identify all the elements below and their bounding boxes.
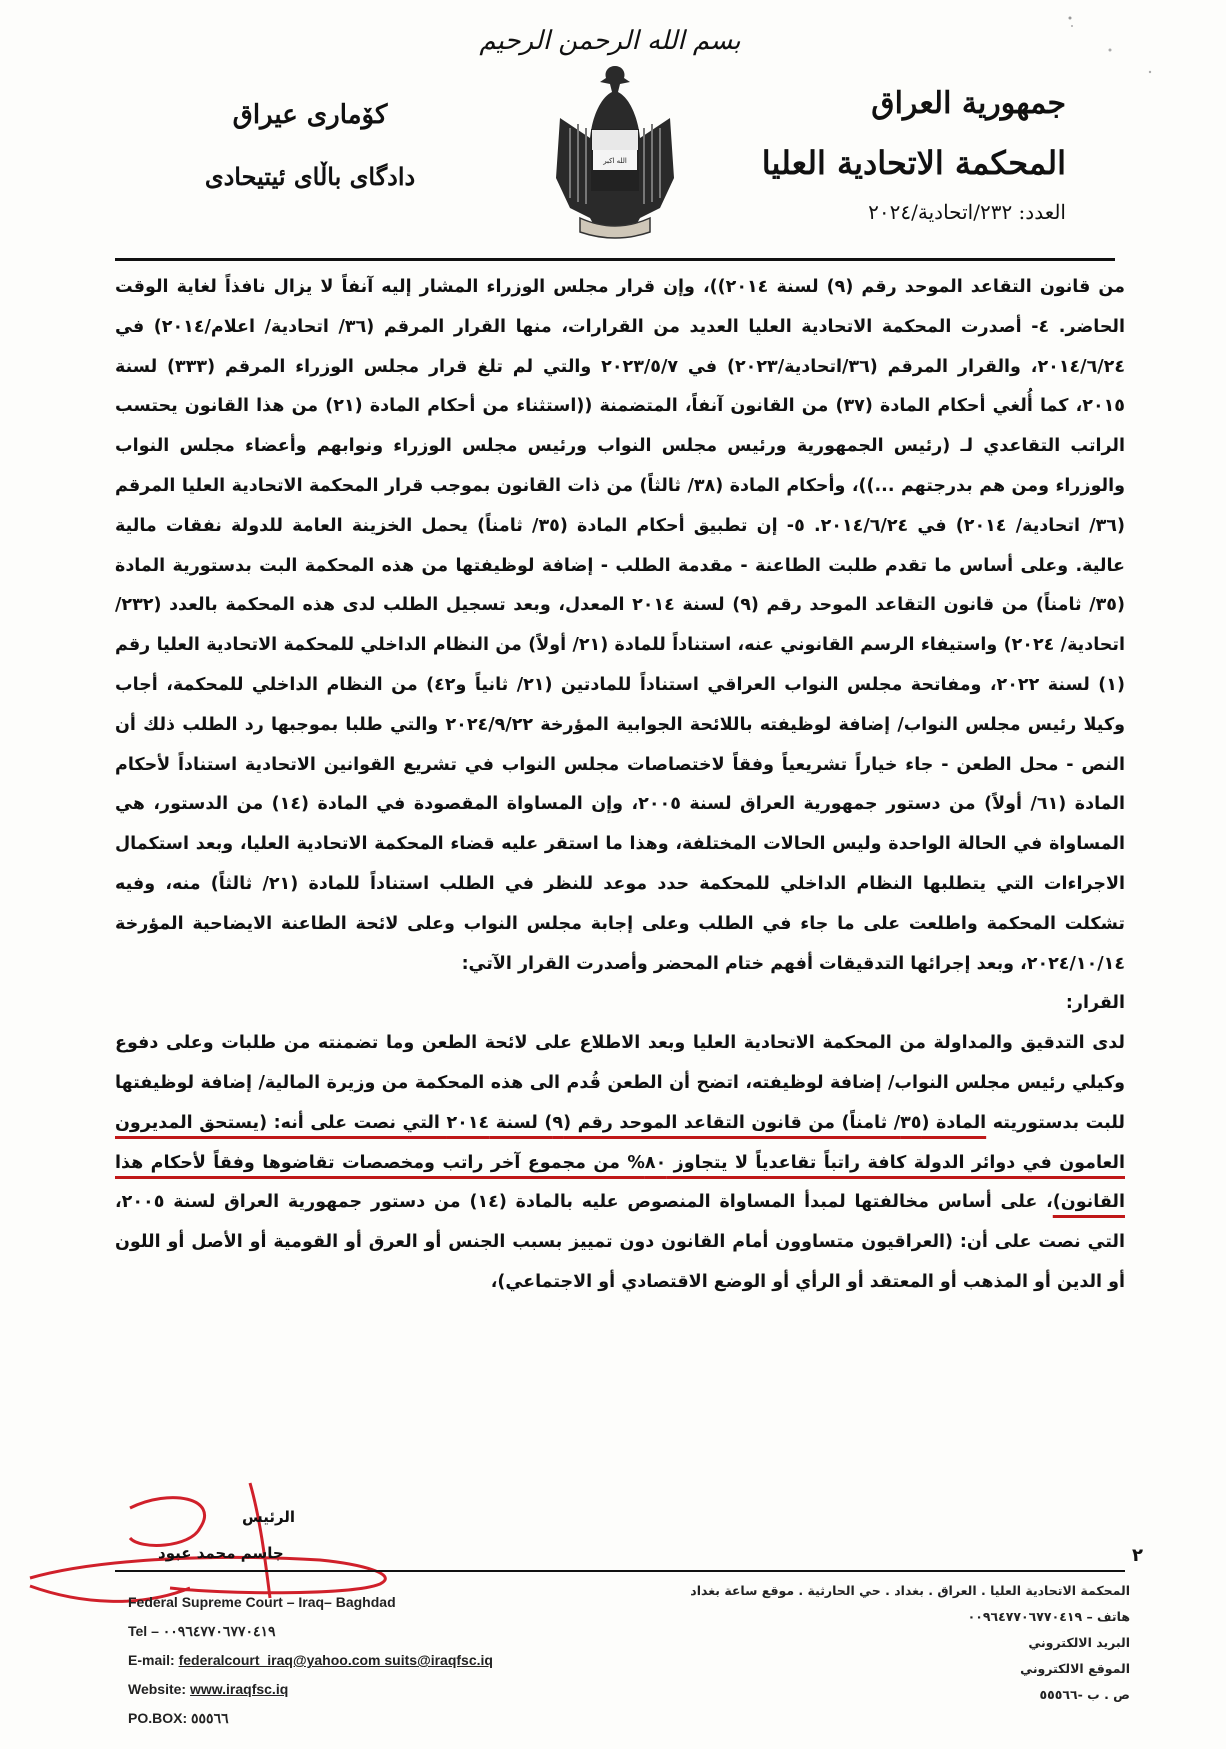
decision-text-end: ، على أساس مخالفتها لمبدأ المساواة المنصوص عليه بالمادة (١٤) من دستور جمهورية العراق لسنة ٢٠٠٥، التي نصت على أن: (العراقيون متساوون أمام القانون دون تمييز بسبب الجنس أو العرق أو القومية أو الأصل أو اللون أو الدين أو المذهب أو المعتقد أو الرأي أو الوضع الاقتصادي أو الاجتماعي)، <box>115 1192 1125 1292</box>
underlined-article-text: المادة (٣٥/ ثامناً) من قانون التقاعد الموحد رقم (٩) لسنة ٢٠١٤ التي نصت على أنه: (يستحق المديرون العامون في دوائر الدولة كافة راتباً تقاعدياً لا يتجاوز ٨٠% من مجموع آخر راتب ومخصصات تقاضوها وفقاً لأحكام هذا القانون) <box>115 1112 1125 1213</box>
footer-ar-website: الموقع الالكتروني <box>1020 1661 1130 1676</box>
header-country-kurdish: كۆمارى عيراق <box>232 100 388 130</box>
footer-email-link[interactable]: federalcourt_iraq@yahoo.com suits@iraqfsc.iq <box>178 1652 493 1668</box>
decision-paragraph <box>115 1024 1125 1303</box>
decision-text-start: لدى التدقيق والمداولة من المحكمة الاتحادية العليا وبعد الاطلاع على لائحة الطعن وما تضمنته من طلبات وعلى دفوع وكيلي رئيس مجلس النواب/ إضافة لوظيفته، اتضح أن الطعن قُدم الى هذه المحكمة من وزيرة المالية/ إضافة لوظيفتها للبت بدستوريته <box>115 1033 1126 1133</box>
footer-email-label: E-mail: <box>128 1652 175 1668</box>
header-divider <box>115 258 1115 261</box>
footer-contact-arabic <box>660 1578 1130 1708</box>
footer-website-label: Website: <box>128 1681 187 1697</box>
footer-ar-phone: هاتف – ٠٠٩٦٤٧٧٠٦٧٧٠٤١٩ <box>967 1609 1130 1624</box>
iraq-eagle-emblem <box>540 58 690 248</box>
footer-website-row <box>128 1675 628 1704</box>
footer-pobox: PO.BOX: ٥٥٥٦٦ <box>128 1710 229 1726</box>
signature-name: جاسم محمد عبود <box>158 1544 284 1562</box>
footer-website-link[interactable]: www.iraqfsc.iq <box>189 1681 289 1697</box>
signature-title: الرئيس <box>242 1508 296 1526</box>
body-paragraph: من قانون التقاعد الموحد رقم (٩) لسنة ٢٠١٤))، وإن قرار مجلس الوزراء المشار إليه آنفاً لا يزال نافذاً لغاية الوقت الحاضر. ٤- أصدرت المحكمة الاتحادية العليا العديد من القرارات، منها القرار المرقم (٣٦/ اتحادية/ اعلام/٢٠١٤) في ٢٠١٤/٦/٢٤، والقرار المرقم (٣٦/اتحادية/٢٠٢٣) في ٢٠٢٣/٥/٧ والتي لم تلغ قرار مجلس الوزراء المرقم (٣٣٣) لسنة ٢٠١٥، كما أُلغي أحكام المادة (٣٧) من القانون آنفاً، المتضمنة ((استثناء من أحكام المادة (٢١) من هذا القانون يحتسب الراتب التقاعدي لـ (رئيس الجمهورية ورئيس مجلس النواب ورئيس مجلس الوزراء ونوابهم وأعضاء مجلس النواب والوزراء ومن هم بدرجتهم ...))، وأحكام المادة (٣٨/ ثالثاً) من ذات القانون بموجب قرار المحكمة الاتحادية العليا المرقم (٣٦/ اتحادية/ ٢٠١٤) في ٢٠١٤/٦/٢٤. ٥- إن تطبيق أحكام المادة (٣٥/ ثامناً) يحمل الخزينة العامة للدولة نفقات مالية عالية. وعلى أساس ما تقدم طلبت الطاعنة - مقدمة الطلب - إضافة لوظيفتها من هذه المحكمة البت بدستورية المادة (٣٥/ ثامناً) من قانون التقاعد الموحد رقم (٩) لسنة ٢٠١٤ المعدل، وبعد تسجيل الطلب لدى هذه المحكمة بالعدد (٢٣٢/ اتحادية/ ٢٠٢٤) واستيفاء الرسم القانوني عنه، استناداً للمادة (٢١/ أولاً) من النظام الداخلي للمحكمة الاتحادية العليا رقم (١) لسنة ٢٠٢٢، ومفاتحة مجلس النواب العراقي استناداً للمادتين (٢١/ ثانياً و٤٢) من النظام الداخلي للمحكمة، أجاب وكيلا رئيس مجلس النواب/ إضافة لوظيفته باللائحة الجوابية المؤرخة ٢٠٢٤/٩/٢٢ والتي طلبا بموجبها رد الطلب ذلك أن النص - محل الطعن - جاء خياراً تشريعياً وفقاً لاختصاصات مجلس النواب في تشريع القوانين الاتحادية استناداً لأحكام المادة (٦١/ أولاً) من دستور جمهورية العراق لسنة ٢٠٠٥، وإن المساواة المقصودة في المادة (١٤) من الدستور، هي المساواة في الحالة الواحدة وليس الحالات المختلفة، وهذا ما استقر عليه قضاء المحكمة الاتحادية العليا، وبعد استكمال الاجراءات التي يتطلبها النظام الداخلي للمحكمة حدد موعد للنظر في الطلب استناداً للمادة (٢١/ ثالثاً) منه، وفيه تشكلت المحكمة واطلعت على ما جاء في الطلب وعلى إجابة مجلس النواب وعلى لائحة الطاعنة الايضاحية المؤرخة ٢٠٢٤/١٠/١٤، وبعد إجرائها التدقيقات أفهم ختام المحضر وأصدرت القرار الآتي: <box>115 277 1126 974</box>
header-court-name: المحكمة الاتحادية العليا <box>761 144 1066 182</box>
page-number: ٢ <box>1132 1545 1143 1566</box>
footer-ar-address: المحكمة الاتحادية العليا . العراق . بغداد . حي الحارثية . موقع ساعة بغداد <box>690 1583 1130 1598</box>
header-country: جمهورية العراق <box>871 86 1066 121</box>
footer-tel: Tel – ٠٠٩٦٤٧٧٠٦٧٧٠٤١٩ <box>128 1623 276 1639</box>
basmala: بسم الله الرحمن الرحيم <box>479 26 741 56</box>
footer-contact-english <box>128 1588 628 1733</box>
footer-ar-pobox: ص . ب -٥٥٥٦٦ <box>1039 1687 1130 1702</box>
corner-marks <box>1060 10 1160 90</box>
svg-text:الله اكبر: الله اكبر <box>603 157 627 165</box>
footer-ar-email: البريد الالكتروني <box>1028 1635 1130 1650</box>
decision-heading: القرار: <box>1065 993 1125 1014</box>
footer-court-name: Federal Supreme Court – Iraq– Baghdad <box>128 1594 396 1610</box>
footer-email-row <box>128 1646 628 1675</box>
document-body <box>115 268 1125 1303</box>
footer-divider <box>115 1570 1125 1572</box>
case-number: العدد: ٢٣٢/اتحادية/٢٠٢٤ <box>868 200 1066 224</box>
header-court-kurdish: دادگاى باڵاى ئيتيحادى <box>204 162 416 191</box>
